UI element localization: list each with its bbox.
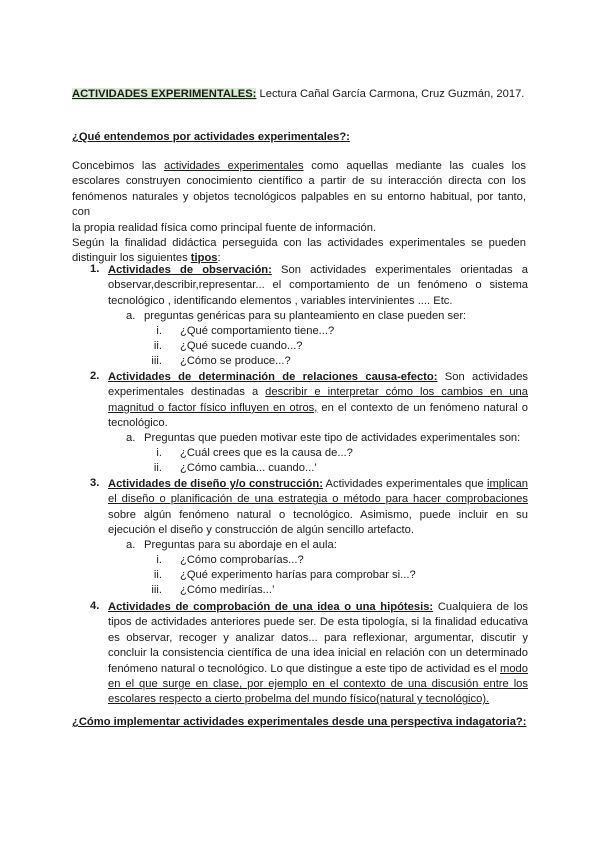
question-item: ¿Qué comportamiento tiene...? xyxy=(180,325,335,337)
intro-line-2: escolares construyen conocimiento científico a partir de su interacción directa con los xyxy=(72,175,526,188)
question-item: ¿Qué experimento harías para comprobar si...? xyxy=(180,569,416,581)
list-item-3: Actividades de diseño y/o construcción: Actividades experimentales que implican el diseño o planificación de una estrategia o método para hacer comprobaciones sobre algún fenómeno natural o tecnológico. Asimismo, puede incluir en su ejecución el diseño y construcción de algún sencillo artefacto. xyxy=(108,478,528,537)
list-number-2: 2. xyxy=(90,370,100,382)
document-reference: Lectura Cañal García Carmona, Cruz Guzmán, 2017. xyxy=(256,88,525,100)
section-heading-1: ¿Qué entendemos por actividades experimentales?: xyxy=(72,131,350,143)
intro-line-4: la propia realidad física como principal fuente de información. xyxy=(72,221,377,234)
intro-line-5: Según la finalidad didáctica perseguida con las actividades experimentales se pueden xyxy=(72,237,526,250)
list-number-3: 3. xyxy=(90,477,100,489)
sub-text: Preguntas para su abordaje en el aula: xyxy=(144,539,337,551)
intro-line-6: distinguir los siguientes tipos: xyxy=(72,252,221,265)
document-header xyxy=(72,88,542,100)
question-item: ¿Cuál crees que es la causa de...? xyxy=(180,447,353,459)
sub-text: Preguntas que pueden motivar este tipo de actividades experimentales son: xyxy=(144,432,521,444)
item-title: Actividades de determinación de relaciones causa-efecto: xyxy=(108,371,438,383)
list-number-4: 4. xyxy=(90,600,100,612)
sub-letter: a. xyxy=(126,432,136,444)
list-item-1: Actividades de observación: Son actividades experimentales orientadas a observar,describir,representar... el comportamiento de un fenómeno o sistema tecnológico , identificando elementos , variables intervinientes .... Etc. xyxy=(108,264,528,307)
intro-line-1: Concebimos las actividades experimentales como aquellas mediante las cuales los xyxy=(72,160,526,172)
list-item-2: Actividades de determinación de relaciones causa-efecto: Son actividades experimentales destinadas a describir e interpretar cómo los cambios en una magnitud o factor físico influyen en otros, en el contexto de un fenómeno natural o tecnológico. xyxy=(108,371,529,430)
document-title: ACTIVIDADES EXPERIMENTALES: xyxy=(72,88,257,100)
list-item-4: Actividades de comprobación de una idea o una hipótesis: Cualquiera de los tipos de actividades anteriores puede ser. De esta tipología, si la finalidad educativa es observar, recoger y analizar datos... para reflexionar, argumentar, discutir y concluir la consistencia científica de una idea inicial en relación con un determinado fenómeno natural o tecnológico. Lo que distingue a este tipo de actividad es el modo en el que surge en clase, por ejemplo en el contexto de una discusión entre los escolares respecto a cierto probelma del mundo físico(natural y tecnológico). xyxy=(108,601,529,706)
list-number-1: 1. xyxy=(90,263,100,275)
document-page: ACTIVIDADES EXPERIMENTALES: Lectura Cañal García Carmona, Cruz Guzmán, 2017. ¿Qué entendemos por actividades experimentales?: Concebimos las actividades experimentales como aquellas mediante las cuales los escolares construyen conocimiento científico a partir de su interacción directa con los fenómenos naturales y objetos tecnológicos palpables en su entorno habitual, por tanto, con la propia realidad física como principal fuente de información. Según la finalidad didáctica perseguida con las actividades experimentales se pueden distinguir los siguientes tipos: 1. Actividades de observación: Son actividades experimentales orientadas a observar,describir,representar... el comportamiento de un fenómeno o sistema tecnológico , identificando elementos , variables intervinientes .... Etc. a. preguntas genéricas para su planteamiento en clase pueden ser: i. ¿Qué comportamiento tiene...? ii. ¿Qué sucede cuando...? iii. ¿Cómo se produce...? 2. Actividades de determinación de relaciones causa-efecto: Son actividades experimentales destinadas a describir e interpretar cómo los cambios en una magnitud o factor físico influyen en otros, en el contexto de un fenómeno natural o tecnológico. a. Preguntas que pueden motivar este tipo de actividades experimentales son: i. ¿Cuál crees que es la causa de...? ii. ¿Cómo cambia... cuando...’ 3. Actividades de diseño y/o construcción: Actividades experimentales que implican el diseño o planificación de una estrategia o método para hacer comprobaciones sobre algún fenómeno natural o tecnológico. Asimismo, puede incluir en su ejecución el diseño y construcción de algún sencillo artefacto. a. Preguntas para su abordaje en el aula: i. ¿Cómo comprobarías...? ii. ¿Qué experimento harías para comprobar si...? iii. ¿Cómo medirías...’ 4. Actividades de comprobación de una idea o una hipótesis: Cualquiera de los tipos de actividades anteriores puede ser. De esta tipología, si la finalidad educativa es observar, recoger y analizar datos... para reflexionar, argumentar, discutir y concluir la consistencia científica de una idea inicial en relación con un determinado fenómeno natural o tecnológico. Lo que distingue a este tipo de actividad es el modo en el que surge en clase, por ejemplo en el contexto de una discusión entre los escolares respecto a cierto probelma del mundo físico(natural y tecnológico). ¿Cómo implementar actividades experimentales desde una perspectiva indagatoria?: xyxy=(0,0,600,848)
underlined-term: actividades experimentales xyxy=(163,160,304,172)
question-item: ¿Qué sucede cuando...? xyxy=(180,340,303,352)
sub-letter: a. xyxy=(126,310,136,322)
question-item: ¿Cómo medirías...’ xyxy=(180,584,275,596)
item-title: Actividades de observación: xyxy=(108,264,272,276)
intro-paragraph xyxy=(72,159,526,267)
item-title: Actividades de diseño y/o construcción: xyxy=(108,478,323,490)
section-heading-2: ¿Cómo implementar actividades experimentales desde una perspectiva indagatoria?: xyxy=(72,716,527,728)
question-item: ¿Cómo cambia... cuando...’ xyxy=(180,462,317,474)
question-item: ¿Cómo se produce...? xyxy=(180,355,291,367)
item-title: Actividades de comprobación de una idea o una hipótesis: xyxy=(108,601,434,613)
question-item: ¿Cómo comprobarías...? xyxy=(180,554,304,566)
sub-text: preguntas genéricas para su planteamiento en clase pueden ser: xyxy=(144,310,467,322)
sub-letter: a. xyxy=(126,539,136,551)
tipos-keyword: tipos xyxy=(190,252,218,265)
intro-line-3: fenómenos naturales y objetos tecnológicos palpables en su entorno habitual, por tanto, con xyxy=(72,190,526,219)
